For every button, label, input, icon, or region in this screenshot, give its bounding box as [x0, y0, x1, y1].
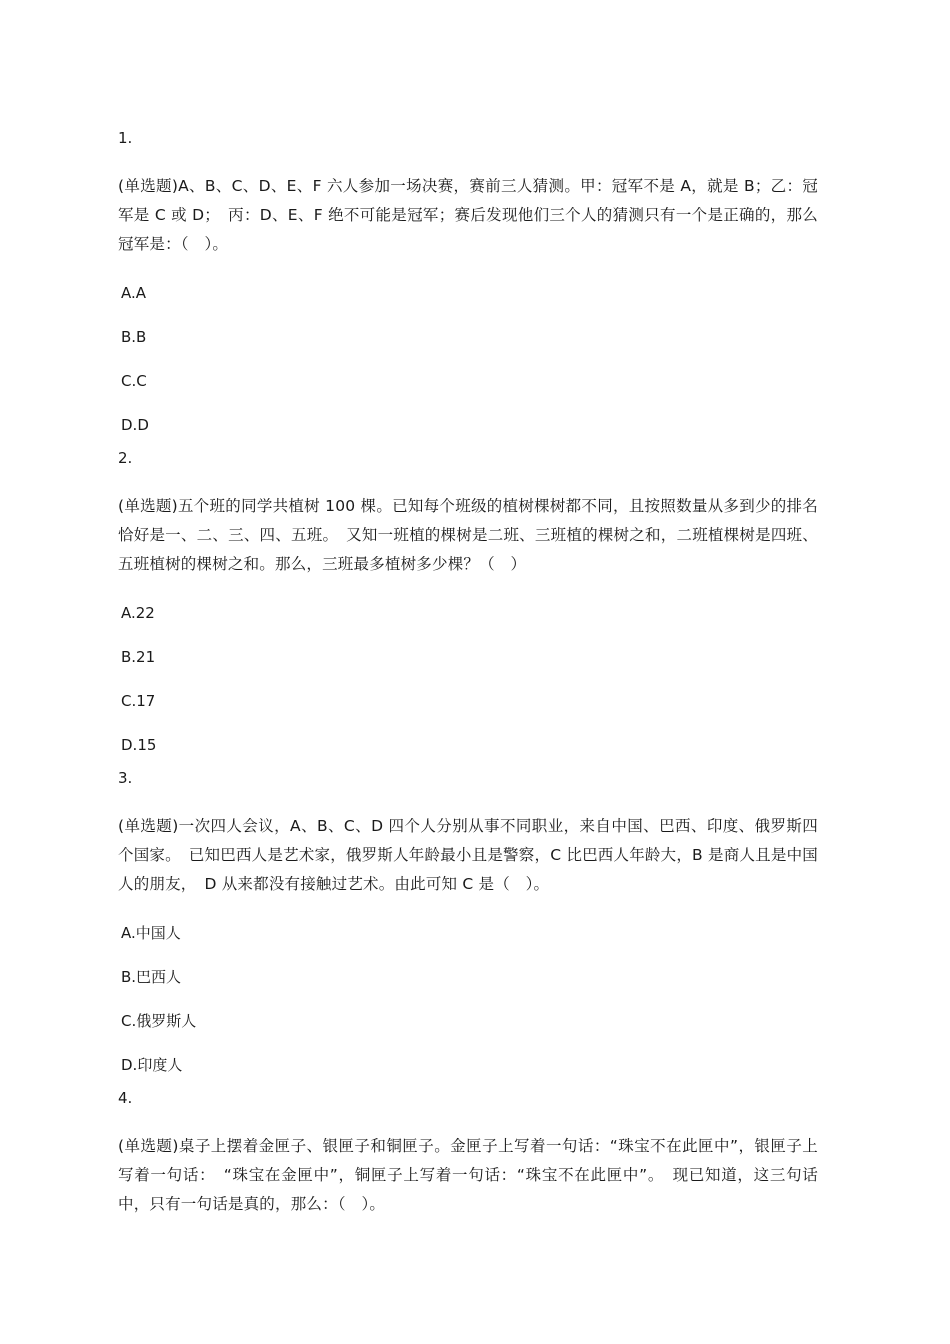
option-c: C.C: [121, 372, 147, 390]
option-a: A.A: [121, 284, 147, 302]
option-list: [118, 923, 818, 1075]
question-number: 1.: [118, 129, 133, 147]
question-1: [118, 128, 818, 435]
option-b: B.巴西人: [121, 968, 182, 986]
question-stem: (单选题)桌子上摆着金匣子、银匣子和铜匣子。金匣子上写着一句话：“珠宝不在此匣中”，银匣子上写着一句话： “珠宝在金匣中”，铜匣子上写着一句话：“珠宝不在此匣中”。 现已知道，这三句话中，只有一句话是真的，那么：（ ）。: [118, 1137, 818, 1213]
question-3: [118, 768, 818, 1075]
option-d: D.D: [121, 416, 149, 434]
option-b: B.21: [121, 648, 156, 666]
option-c: C.17: [121, 692, 156, 710]
question-number: 4.: [118, 1089, 133, 1107]
option-a: A.22: [121, 604, 155, 622]
option-d: D.15: [121, 736, 157, 754]
question-stem: (单选题)一次四人会议，A、B、C、D 四个人分别从事不同职业，来自中国、巴西、印度、俄罗斯四个国家。 已知巴西人是艺术家，俄罗斯人年龄最小且是警察，C 比巴西人年龄大，B 是商人且是中国人的朋友， D 从来都没有接触过艺术。由此可知 C 是（ ）。: [118, 817, 818, 893]
option-b: B.B: [121, 328, 147, 346]
option-c: C.俄罗斯人: [121, 1012, 197, 1030]
question-stem: (单选题)五个班的同学共植树 100 棵。已知每个班级的植树棵树都不同，且按照数量从多到少的排名恰好是一、二、三、四、五班。 又知一班植的棵树是二班、三班植的棵树之和，二班植棵树是四班、五班植树的棵树之和。那么，三班最多植树多少棵？（ ）: [118, 497, 818, 573]
question-stem: (单选题)A、B、C、D、E、F 六人参加一场决赛，赛前三人猜测。甲：冠军不是 A，就是 B；乙：冠军是 C 或 D； 丙：D、E、F 绝不可能是冠军；赛后发现他们三个人的猜测只有一个是正确的，那么冠军是：（ ）。: [118, 177, 818, 253]
question-4: [118, 1088, 818, 1219]
question-number: 3.: [118, 769, 133, 787]
option-d: D.印度人: [121, 1056, 183, 1074]
question-2: [118, 448, 818, 755]
option-list: [118, 603, 818, 755]
option-list: [118, 283, 818, 435]
question-number: 2.: [118, 449, 133, 467]
option-a: A.中国人: [121, 924, 181, 942]
